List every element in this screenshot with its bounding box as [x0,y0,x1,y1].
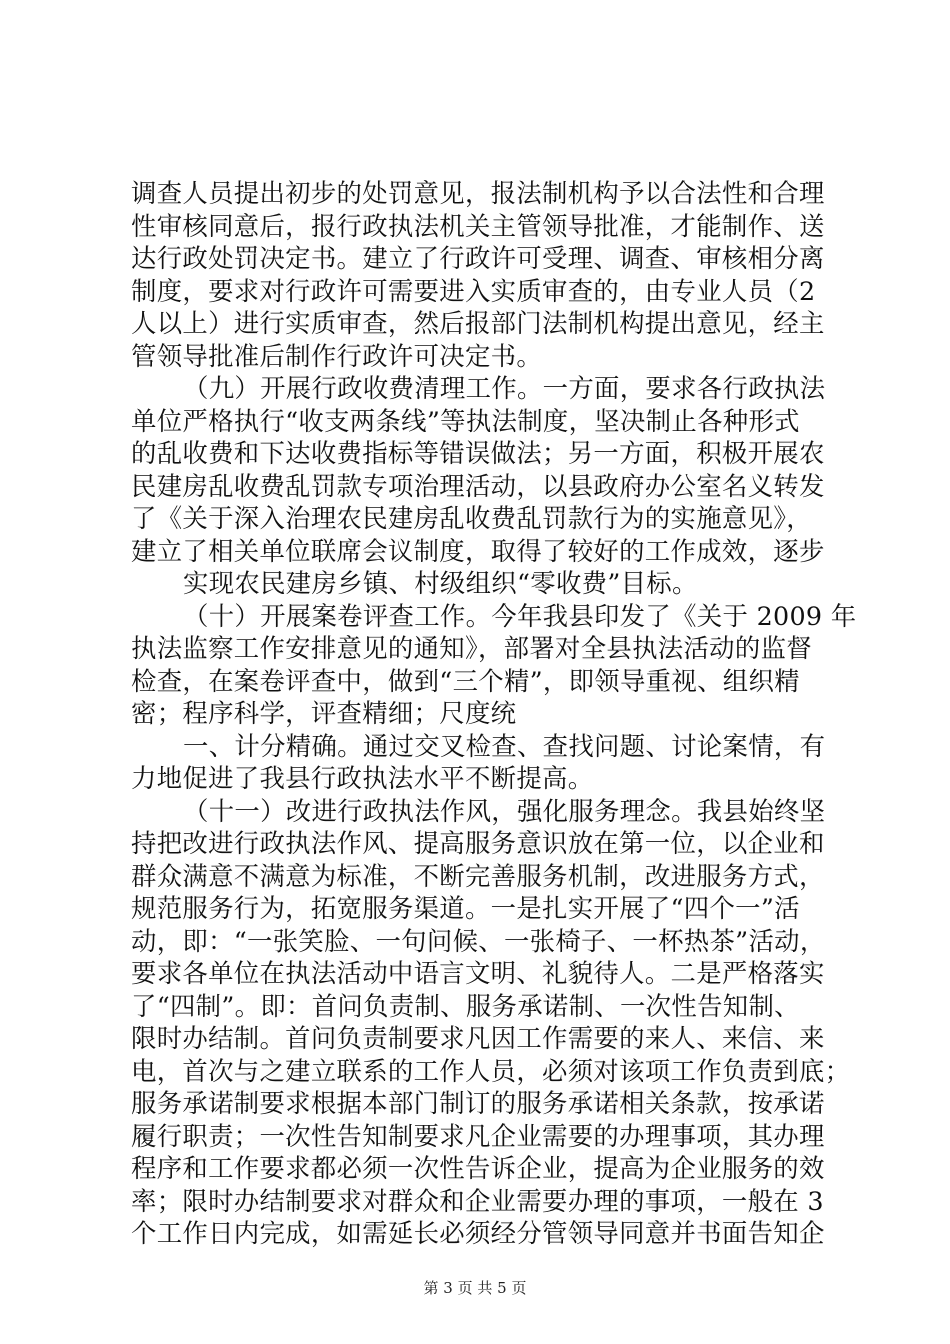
text-line: 电，首次与之建立联系的工作人员，必须对该项工作负责到底； [131,1055,851,1086]
text-line: 力地促进了我县行政执法水平不断提高。 [131,763,594,793]
text-line: 检查，在案卷评查中，做到“三个精”，即领导重视、组织精 [131,665,800,696]
text-line: 人以上）进行实质审查，然后报部门法制机构提出意见，经主 [131,308,825,338]
text-line: 规范服务行为，拓宽服务渠道。一是扎实开展了“四个一”活 [131,893,800,923]
text-line: 限时办结制。首问负责制要求凡因工作需要的来人、来信、来 [131,1023,825,1053]
text-line: 执法监察工作安排意见的通知》，部署对全县执法活动的监督 [131,633,812,663]
text-line: 管领导批准后制作行政许可决定书。 [131,340,543,371]
text-line: 制度，要求对行政许可需要进入实质审查的，由专业人员（2 [131,275,816,306]
text-line: 个工作日内完成，如需延长必须经分管领导同意并书面告知企 [131,1218,825,1248]
document-body [131,177,857,1250]
text-line: 程序和工作要求都必须一次性告诉企业，提高为企业服务的效 [131,1153,825,1183]
text-line: 了“四制”。即：首问负责制、服务承诺制、一次性告知制、 [131,990,800,1021]
text-line: 率；限时办结制要求对群众和企业需要办理的事项，一般在 3 [131,1185,824,1216]
text-line: 持把改进行政执法作风、提高服务意识放在第一位，以企业和 [131,828,825,858]
text-line: 调查人员提出初步的处罚意见，报法制机构予以合法性和合理 [131,178,825,208]
text-line: （九）开展行政收费清理工作。一方面，要求各行政执法 [183,373,826,403]
text-line: 建立了相关单位联席会议制度，取得了较好的工作成效，逐步 [131,535,825,566]
text-line: 群众满意不满意为标准，不断完善服务机制，改进服务方式， [131,860,825,891]
text-line: 动，即：“一张笑脸、一句问候、一张椅子、一杯热茶”活动， [131,925,826,956]
text-line: 履行职责；一次性告知制要求凡企业需要的办理事项，其办理 [131,1120,825,1151]
text-line: 服务承诺制要求根据本部门制订的服务承诺相关条款，按承诺 [131,1088,825,1118]
text-line: 的乱收费和下达收费指标等错误做法；另一方面，积极开展农 [131,438,825,468]
text-line: （十）开展案卷评查工作。今年我县印发了《关于 2009 年 [183,600,857,631]
page-number-footer: 第 3 页 共 5 页 [423,1279,527,1297]
text-line: （十一）改进行政执法作风，强化服务理念。我县始终坚 [183,795,826,826]
text-line: 实现农民建房乡镇、村级组织“零收费”目标。 [183,568,698,598]
text-line: 民建房乱收费乱罚款专项治理活动，以县政府办公室名义转发 [131,470,825,501]
text-line: 达行政处罚决定书。建立了行政许可受理、调查、审核相分离 [131,243,825,273]
text-line: 要求各单位在执法活动中语言文明、礼貌待人。二是严格落实 [131,958,825,988]
text-line: 单位严格执行“收支两条线”等执法制度，坚决制止各种形式 [131,405,800,436]
text-line: 了《关于深入治理农民建房乱收费乱罚款行为的实施意见》， [131,503,812,533]
text-line: 性审核同意后，报行政执法机关主管领导批准，才能制作、送 [131,210,825,241]
text-line: 密；程序科学，评查精细；尺度统 [131,698,517,728]
text-line: 一、计分精确。通过交叉检查、查找问题、讨论案情，有 [183,730,826,761]
